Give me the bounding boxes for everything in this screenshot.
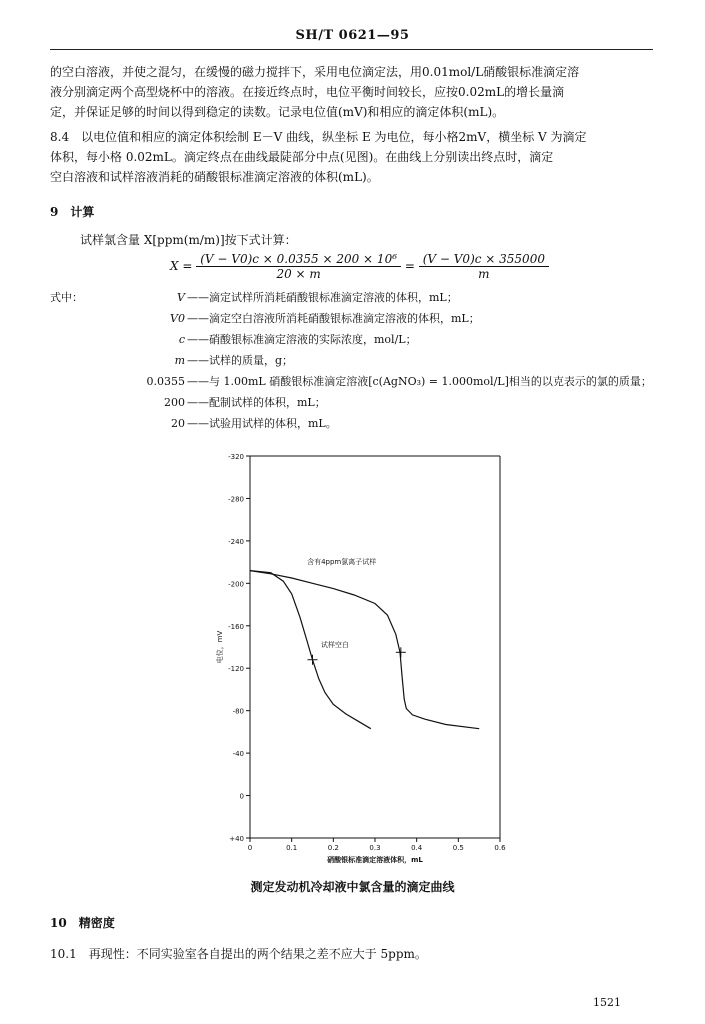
- formula-lhs: X =: [170, 259, 193, 273]
- section-8-4: [50, 127, 660, 187]
- formula-numerator-2: (V − V0)c × 355000: [419, 252, 549, 267]
- formula-fraction-1: [196, 252, 401, 281]
- section-10-1: 10.1 再现性：不同实验室各自提出的两个结果之差不应大于 5ppm。: [50, 947, 427, 961]
- definition-text: ——滴定空白溶液所消耗硝酸银标准滴定溶液的体积，mL；: [187, 312, 480, 325]
- definition-text: ——硝酸银标准滴定溶液的实际浓度，mol/L；: [187, 333, 417, 346]
- formula-fraction-2: [419, 252, 549, 281]
- definition-row: [50, 350, 670, 371]
- formula-equals: =: [404, 259, 415, 273]
- titration-curve-chart: [200, 448, 520, 868]
- y-tick-label: +40: [229, 835, 244, 843]
- section-9-intro: 试样氯含量 X[ppm(m/m)]按下式计算：: [80, 233, 297, 247]
- standard-code: SH/T 0621—95: [295, 28, 410, 43]
- where-label: 式中：: [50, 291, 83, 304]
- definition-row: [50, 413, 670, 434]
- x-tick-label: 0.4: [411, 844, 423, 852]
- section-9-title: 9 计算: [50, 205, 95, 219]
- x-tick-label: 0.5: [452, 844, 464, 852]
- x-tick-label: 0.2: [327, 844, 339, 852]
- y-tick-label: -280: [228, 495, 244, 504]
- section-10-title: 10 精密度: [50, 916, 115, 930]
- formula-denominator-1: 20 × m: [276, 267, 321, 281]
- x-axis-label: 硝酸银标准滴定溶液体积，mL: [327, 856, 423, 864]
- header-rule: [50, 49, 653, 50]
- intro-line: 液分别滴定两个高型烧杯中的溶液。在接近终点时，电位平衡时间较长，应按0.02mL的增长量滴: [50, 85, 565, 99]
- y-axis-label: 电位，mV: [216, 630, 224, 664]
- intro-line: 的空白溶液，并使之混匀，在缓慢的磁力搅拌下，采用电位滴定法，用0.01mol/L硝酸银标准滴定溶: [50, 65, 580, 79]
- y-tick-label: -120: [228, 665, 244, 674]
- definition-row: [50, 371, 670, 392]
- series-label: 试样空白: [320, 641, 349, 649]
- y-tick-label: -240: [228, 537, 244, 546]
- y-tick-label: 0: [239, 792, 244, 801]
- definition-symbol: c: [178, 333, 185, 346]
- definition-symbol: 0.0355: [146, 375, 185, 388]
- x-tick-label: 0.1: [286, 844, 298, 852]
- definitions-list: [50, 287, 670, 434]
- section-8-4-line: 空白溶液和试样溶液消耗的硝酸银标准滴定溶液的体积(mL)。: [50, 170, 379, 184]
- y-tick-label: -160: [228, 622, 244, 631]
- section-8-4-line: 8.4 以电位值和相应的滴定体积绘制 E－V 曲线，纵坐标 E 为电位，每小格2mV，横坐标 V 为滴定: [50, 130, 587, 144]
- chlorine-formula: [170, 252, 549, 281]
- y-tick-label: -80: [232, 707, 244, 716]
- definition-symbol: 20: [171, 417, 185, 430]
- definition-symbol: m: [174, 354, 185, 367]
- formula-numerator-1: (V − V0)c × 0.0355 × 200 × 10⁶: [196, 252, 401, 267]
- definition-text: ——与 1.00mL 硝酸银标准滴定溶液[c(AgNO₃) = 1.000mol/L]相当的以克表示的氯的质量；: [187, 375, 652, 388]
- definition-row: [50, 329, 670, 350]
- definition-text: ——试样的质量，g；: [187, 354, 294, 367]
- series-label: 含有4ppm氯离子试样: [307, 558, 377, 567]
- x-tick-label: 0.6: [494, 844, 506, 852]
- definition-text: ——滴定试样所消耗硝酸银标准滴定溶液的体积，mL；: [187, 291, 458, 304]
- definition-text: ——配制试样的体积，mL；: [187, 396, 326, 409]
- x-tick-label: 0.3: [369, 844, 381, 852]
- definition-text: ——试验用试样的体积，mL。: [187, 417, 337, 430]
- formula-denominator-2: m: [478, 267, 490, 281]
- definition-row: [50, 392, 670, 413]
- definition-symbol: 200: [164, 396, 185, 409]
- intro-paragraph: [50, 62, 660, 122]
- intro-line: 定，并保证足够的时间以得到稳定的读数。记录电位值(mV)和相应的滴定体积(mL)。: [50, 105, 505, 119]
- section-8-4-line: 体积，每小格 0.02mL。滴定终点在曲线最陡部分中点(见图)。在曲线上分别读出终点时，滴定: [50, 150, 554, 164]
- y-tick-label: -320: [228, 453, 244, 461]
- y-tick-label: -40: [232, 750, 244, 759]
- definition-row: [50, 287, 670, 308]
- definition-symbol: V0: [170, 312, 185, 325]
- definition-row: [50, 308, 670, 329]
- series-line: [250, 571, 479, 729]
- y-tick-label: -200: [228, 580, 244, 589]
- page-number: 1521: [593, 996, 621, 1009]
- definition-symbol: V: [177, 291, 185, 304]
- figure-caption: 测定发动机冷却液中氯含量的滴定曲线: [250, 880, 455, 894]
- x-tick-label: 0: [247, 844, 253, 852]
